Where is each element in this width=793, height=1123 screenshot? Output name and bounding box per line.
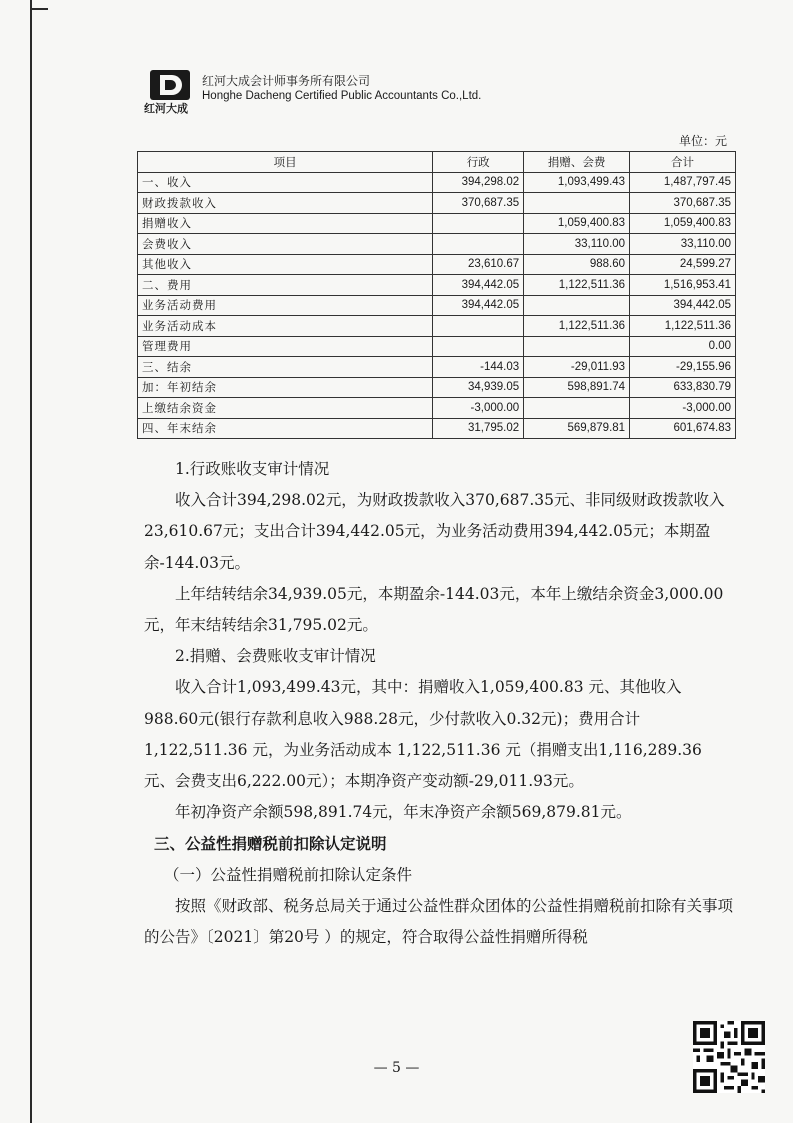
- paragraph-donation-income: 收入合计1,093,499.43元，其中：捐赠收入1,059,400.83 元、其他收入 988.60元(银行存款利息收入988.28元，少付款收入0.32元)；费用合计 1,122,511.36 元，为业务活动成本 1,122,511.36 元（捐赠支出1,116,289.36 元、会费支出6,222.00元）；本期净资产变动额-29,011.93元。: [144, 678, 702, 791]
- qr-code-icon: [693, 1021, 765, 1093]
- row-item: 其他收入: [138, 254, 433, 275]
- row-admin: [433, 336, 524, 357]
- table-row: [138, 377, 736, 398]
- table-row: [138, 398, 736, 419]
- row-total: 370,687.35: [630, 193, 736, 214]
- paragraph-tax-rule: 按照《财政部、税务总局关于通过公益性群众团体的公益性捐赠税前扣除有关事项的公告》〔2021〕第20号 ）的规定，符合取得公益性捐赠所得税: [144, 896, 734, 947]
- row-donation: [524, 295, 630, 316]
- unit-label: 单位：元: [678, 134, 727, 148]
- logo-text: 红河大成: [144, 102, 188, 115]
- subsection-heading-conditions: （一）公益性捐赠税前扣除认定条件: [164, 865, 413, 884]
- report-body: [144, 454, 736, 953]
- row-admin: [433, 213, 524, 234]
- row-total: 33,110.00: [630, 234, 736, 255]
- row-donation: [524, 193, 630, 214]
- header-item: 项目: [138, 152, 433, 173]
- row-total: 1,516,953.41: [630, 275, 736, 296]
- firm-name-en: Honghe Dacheng Certified Public Accountants Co.,Ltd.: [202, 90, 482, 102]
- header-total: 合计: [630, 152, 736, 173]
- row-donation: 569,879.81: [524, 418, 630, 439]
- row-total: 1,487,797.45: [630, 172, 736, 193]
- table-row: [138, 254, 736, 275]
- row-total: 394,442.05: [630, 295, 736, 316]
- header-admin: 行政: [433, 152, 524, 173]
- section-title-admin: 1.行政账收支审计情况: [175, 460, 330, 478]
- table-row: [138, 316, 736, 337]
- row-donation: 598,891.74: [524, 377, 630, 398]
- row-item: 会费收入: [138, 234, 433, 255]
- row-donation: 1,122,511.36: [524, 275, 630, 296]
- row-item: 三、结余: [138, 357, 433, 378]
- row-admin: 34,939.05: [433, 377, 524, 398]
- scan-edge-hook: [30, 8, 48, 10]
- row-admin: 394,442.05: [433, 275, 524, 296]
- row-total: 1,059,400.83: [630, 213, 736, 234]
- paragraph-admin-income: 收入合计394,298.02元，为财政拨款收入370,687.35元、非同级财政拨款收入23,610.67元；支出合计394,442.05元，为业务活动费用394,442.05元；本期盈余-144.03元。: [144, 491, 725, 572]
- row-admin: [433, 316, 524, 337]
- row-item: 业务活动成本: [138, 316, 433, 337]
- section-title-donation: 2.捐赠、会费账收支审计情况: [175, 647, 376, 666]
- row-item: 四、年末结余: [138, 418, 433, 439]
- section-heading-tax: 三、公益性捐赠税前扣除认定说明: [154, 834, 387, 854]
- row-item: 上缴结余资金: [138, 398, 433, 419]
- row-donation: 988.60: [524, 254, 630, 275]
- firm-logo-icon: [150, 70, 190, 100]
- row-item: 二、费用: [138, 275, 433, 296]
- row-item: 一、收入: [138, 172, 433, 193]
- firm-name-cn: 红河大成会计师事务所有限公司: [202, 74, 371, 88]
- table-row: [138, 172, 736, 193]
- row-donation: 1,059,400.83: [524, 213, 630, 234]
- row-item: 财政拨款收入: [138, 193, 433, 214]
- row-admin: 370,687.35: [433, 193, 524, 214]
- row-total: 24,599.27: [630, 254, 736, 275]
- header-donation: 捐赠、会费: [524, 152, 630, 173]
- row-admin: [433, 234, 524, 255]
- table-row: [138, 336, 736, 357]
- table-header-row: [138, 152, 736, 173]
- row-donation: 33,110.00: [524, 234, 630, 255]
- row-admin: -144.03: [433, 357, 524, 378]
- row-total: 633,830.79: [630, 377, 736, 398]
- table-row: [138, 295, 736, 316]
- row-admin: 31,795.02: [433, 418, 524, 439]
- row-admin: -3,000.00: [433, 398, 524, 419]
- row-item: 管理费用: [138, 336, 433, 357]
- row-donation: 1,122,511.36: [524, 316, 630, 337]
- row-total: 1,122,511.36: [630, 316, 736, 337]
- paragraph-donation-balance: 年初净资产余额598,891.74元，年末净资产余额569,879.81元。: [175, 803, 632, 822]
- table-row: [138, 418, 736, 439]
- table-row: [138, 193, 736, 214]
- row-item: 捐赠收入: [138, 213, 433, 234]
- row-total: -29,155.96: [630, 357, 736, 378]
- row-donation: [524, 336, 630, 357]
- row-total: 0.00: [630, 336, 736, 357]
- row-admin: 394,298.02: [433, 172, 524, 193]
- row-admin: 394,442.05: [433, 295, 524, 316]
- table-row: [138, 275, 736, 296]
- table-row: [138, 234, 736, 255]
- table-row: [138, 357, 736, 378]
- letterhead: [144, 66, 750, 115]
- financial-table: [137, 151, 736, 439]
- row-admin: 23,610.67: [433, 254, 524, 275]
- page-number: — 5 —: [373, 1060, 420, 1076]
- row-item: 加：年初结余: [138, 377, 433, 398]
- row-donation: -29,011.93: [524, 357, 630, 378]
- row-total: -3,000.00: [630, 398, 736, 419]
- row-donation: [524, 398, 630, 419]
- row-item: 业务活动费用: [138, 295, 433, 316]
- table-row: [138, 213, 736, 234]
- row-total: 601,674.83: [630, 418, 736, 439]
- scan-edge-line: [30, 0, 32, 1123]
- row-donation: 1,093,499.43: [524, 172, 630, 193]
- paragraph-admin-balance: 上年结转结余34,939.05元，本期盈余-144.03元，本年上缴结余资金3,000.00元，年末结转结余31,795.02元。: [144, 584, 724, 635]
